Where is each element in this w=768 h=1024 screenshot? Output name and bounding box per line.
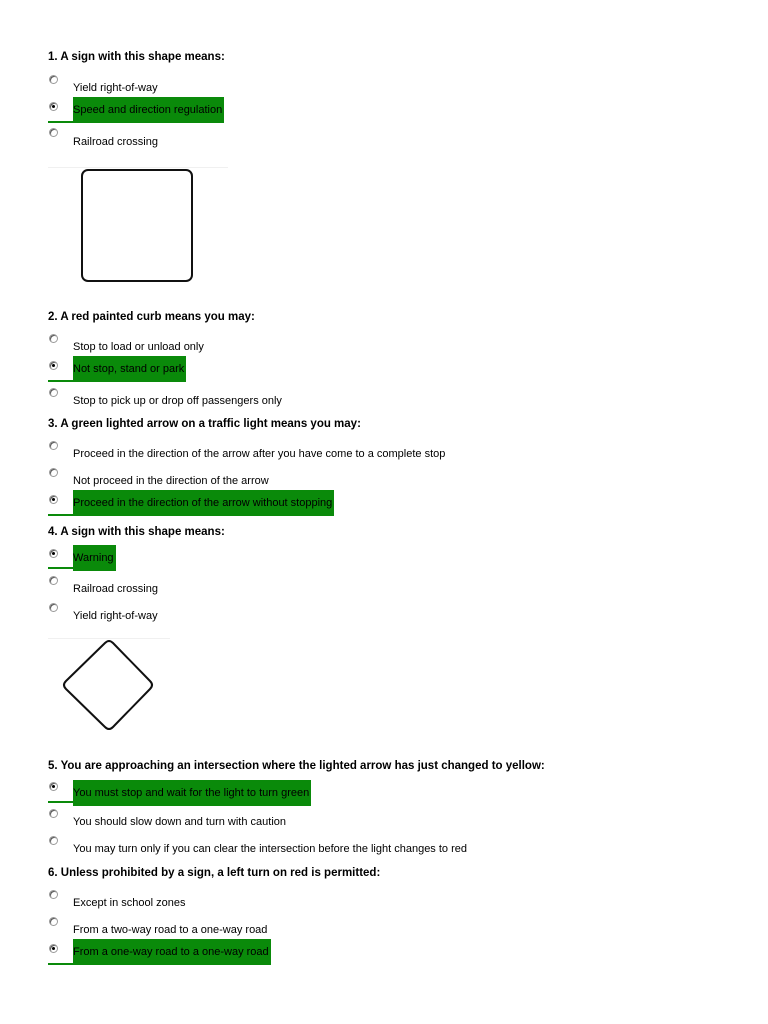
q5-option-3-label[interactable]: You may turn only if you can clear the intersection before the light changes to red: [73, 843, 467, 855]
q4-option-3-label[interactable]: Yield right-of-way: [73, 610, 158, 622]
selected-underline: [48, 963, 74, 965]
q3-option-1-radio[interactable]: [49, 441, 58, 450]
q1-option-2-label[interactable]: Speed and direction regulation: [73, 97, 224, 123]
q6-option-3-radio[interactable]: [49, 944, 58, 953]
question-3-title: 3. A green lighted arrow on a traffic light means you may:: [48, 418, 361, 430]
selected-underline: [48, 567, 74, 569]
question-1-title: 1. A sign with this shape means:: [48, 51, 225, 63]
q6-option-2-radio[interactable]: [49, 917, 58, 926]
q5-option-2-radio[interactable]: [49, 809, 58, 818]
q1-option-1-radio[interactable]: [49, 75, 58, 84]
q6-option-2-label[interactable]: From a two-way road to a one-way road: [73, 924, 268, 936]
q2-option-3-radio[interactable]: [49, 388, 58, 397]
q5-option-1-label[interactable]: You must stop and wait for the light to turn green: [73, 780, 311, 806]
q5-option-1-radio[interactable]: [49, 782, 58, 791]
q3-option-2-label[interactable]: Not proceed in the direction of the arrow: [73, 475, 269, 487]
q3-option-3-label[interactable]: Proceed in the direction of the arrow without stopping: [73, 490, 334, 516]
q6-option-1-label[interactable]: Except in school zones: [73, 897, 186, 909]
selected-underline: [48, 121, 74, 123]
diamond-sign-image: [48, 638, 170, 747]
selected-underline: [48, 514, 74, 516]
square-sign-icon: [48, 168, 228, 284]
q2-option-1-label[interactable]: Stop to load or unload only: [73, 341, 204, 353]
q4-option-2-radio[interactable]: [49, 576, 58, 585]
q5-option-2-label[interactable]: You should slow down and turn with caution: [73, 816, 287, 828]
square-sign-image: [48, 167, 228, 284]
q2-option-1-radio[interactable]: [49, 334, 58, 343]
q3-option-3-radio[interactable]: [49, 495, 58, 504]
q1-option-2-radio[interactable]: [49, 102, 58, 111]
q4-option-1-radio[interactable]: [49, 549, 58, 558]
selected-underline: [48, 801, 74, 803]
q6-option-1-radio[interactable]: [49, 890, 58, 899]
q1-option-1-label[interactable]: Yield right-of-way: [73, 82, 158, 94]
q1-option-3-label[interactable]: Railroad crossing: [73, 136, 158, 148]
q4-option-1-label[interactable]: Warning: [73, 545, 116, 571]
q3-option-1-label[interactable]: Proceed in the direction of the arrow after you have come to a complete stop: [73, 448, 446, 460]
diamond-sign-icon: [48, 639, 170, 747]
q4-option-2-label[interactable]: Railroad crossing: [73, 583, 158, 595]
q6-option-3-label[interactable]: From a one-way road to a one-way road: [73, 939, 271, 965]
q4-option-3-radio[interactable]: [49, 603, 58, 612]
question-5-title: 5. You are approaching an intersection where the lighted arrow has just changed to yellow:: [48, 760, 545, 772]
q2-option-3-label[interactable]: Stop to pick up or drop off passengers only: [73, 395, 282, 407]
q2-option-2-radio[interactable]: [49, 361, 58, 370]
q3-option-2-radio[interactable]: [49, 468, 58, 477]
q5-option-3-radio[interactable]: [49, 836, 58, 845]
q2-option-2-label[interactable]: Not stop, stand or park: [73, 356, 186, 382]
selected-underline: [48, 380, 74, 382]
question-2-title: 2. A red painted curb means you may:: [48, 311, 255, 323]
question-4-title: 4. A sign with this shape means:: [48, 526, 225, 538]
question-6-title: 6. Unless prohibited by a sign, a left turn on red is permitted:: [48, 867, 381, 879]
q1-option-3-radio[interactable]: [49, 128, 58, 137]
